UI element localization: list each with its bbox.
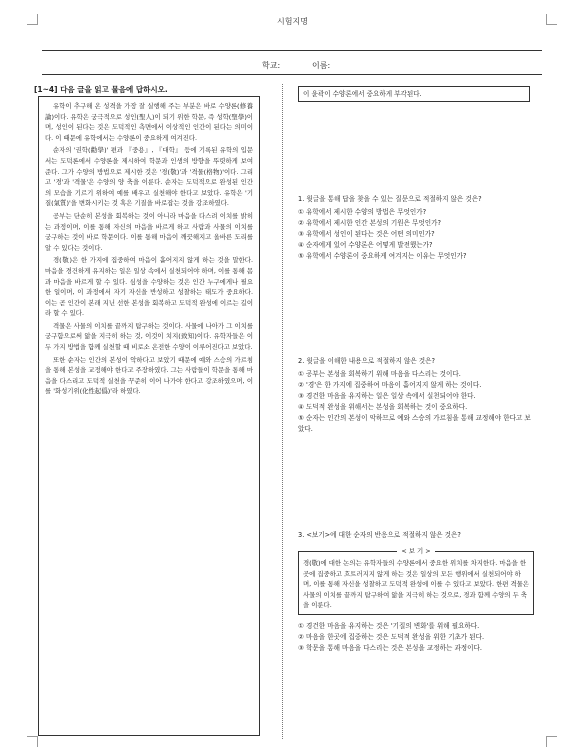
school-label: 학교: <box>262 61 281 70</box>
bogi-title: < 보 기 > <box>397 547 434 555</box>
crop-mark-bottom-right <box>546 736 557 747</box>
passage-paragraph: 유학이 추구해 온 성격을 가장 잘 실행해 주는 부분은 바로 수양론(修養論)이다. 유학은 궁극적으로 성인(聖人)이 되기 위한 학문, 즉 성학(聖學)이며, 성인이 된다는 것은 도덕적인 측면에서 이상적인 인간이 된다는 의미이다. 이 때문에 유학에서는 수양론이 중요하게 여겨진다. <box>45 102 253 142</box>
header-rule-top <box>42 50 542 51</box>
name-label: 이름: <box>312 61 331 70</box>
passage-paragraph: 순자의 '권학(勸學)' 편과 『중용』, 『대학』 등에 기록된 유학의 입문서는 도덕론에서 수양론을 제시하여 학문과 인생의 방향을 뚜렷하게 보여 준다. 그가 수양의 방법으로 제시한 것은 '경(敬)'과 '격물(格物)'이다. 그리고 '경'과 '격물'은 수양의 양 축을 이룬다. 순자는 도덕적으로 완성된 인간의 모습을 기르기 위하여 예를 배우고 실천해야 한다고 보았다. 유학은 '기질(氣質)'을 변화시키는 것 혹은 기질을 바로잡는 것을 강조하였다. <box>45 146 253 208</box>
crop-mark-bottom-left <box>27 736 38 747</box>
answer-option[interactable]: ② 마음을 한곳에 집중하는 것은 도덕적 완성을 위한 기초가 된다. <box>298 632 485 641</box>
question-3 <box>298 530 534 654</box>
passage-paragraph: 경(敬)은 한 가지에 집중하여 마음이 흩어지지 않게 하는 것을 말한다. 마음을 경건하게 유지하는 일은 일상 속에서 실천되어야 하며, 이를 통해 몸과 마음을 바르게 할 수 있다. 심성을 수양하는 것은 인간 누구에게나 필요한 일이며, 이 과정에서 자기 자신을 반성하고 성찰하는 태도가 중요하다. 이는 곧 인간이 본래 지닌 선한 본성을 회복하고 도덕적 완성에 이르는 길이라 할 수 있다. <box>45 256 253 318</box>
answer-option[interactable]: ④ 도덕적 완성을 위해서는 본성을 회복하는 것이 중요하다. <box>298 403 468 411</box>
passage-continuation-box: 이 윤곽이 수양론에서 중요하게 부각된다. <box>298 86 530 102</box>
answer-option[interactable]: ② '경'은 한 가지에 집중하여 마음이 흩어지지 않게 하는 것이다. <box>298 381 482 389</box>
answer-option[interactable]: ④ 순자에게 있어 수양론은 어떻게 발전했는가? <box>298 241 433 249</box>
passage-paragraph: 격물은 사물의 이치를 끝까지 탐구하는 것이다. 사물에 나아가 그 이치를 궁구함으로써 앎을 지극히 하는 것, 이것이 치지(致知)이다. 유학자들은 이 두 가지 방법을 함께 실천할 때 비로소 온전한 수양이 이루어진다고 보았다. <box>45 321 253 352</box>
answer-option[interactable]: ② 유학에서 제시한 인간 본성의 기원은 무엇인가? <box>298 219 442 227</box>
question-instructions: [1~4] 다음 글을 읽고 물음에 답하시오. <box>34 85 168 94</box>
question-stem: 3. <보기>에 대한 순자의 반응으로 적절하지 않은 것은? <box>298 531 461 539</box>
reading-passage <box>38 96 260 736</box>
answer-option[interactable]: ③ 학문을 통해 마음을 다스리는 것은 본성을 교정하는 과정이다. <box>298 643 483 652</box>
passage-paragraph: 공부는 단순히 본성을 회복하는 것이 아니라 마음을 다스려 이치를 밝히는 과정이며, 이를 통해 자신의 마음을 바르게 하고 사람과 사물의 이치를 궁구하는 것이 바로 학문이다. 이를 통해 마음이 깨끗해지고 올바른 도리를 알 수 있다는 것이다. <box>45 211 253 252</box>
question-stem: 2. 윗글을 이해한 내용으로 적절하지 않은 것은? <box>298 357 436 365</box>
answer-option[interactable]: ③ 유학에서 성인이 된다는 것은 어떤 의미인가? <box>298 230 435 238</box>
question-1 <box>298 194 534 262</box>
column-divider <box>282 84 283 739</box>
exam-title: 시험지명 <box>277 17 308 26</box>
answer-option[interactable]: ⑤ 순자는 인간의 본성이 악하므로 예와 스승의 가르침을 통해 교정해야 한다고 보았다. <box>298 414 531 433</box>
question-stem: 1. 윗글을 통해 답을 찾을 수 있는 질문으로 적절하지 않은 것은? <box>298 195 482 203</box>
answer-option[interactable]: ③ 경건한 마음을 유지하는 일은 일상 속에서 실천되어야 한다. <box>298 392 476 400</box>
answer-option[interactable]: ① 공부는 본성을 회복하기 위해 마음을 다스리는 것이다. <box>298 370 461 378</box>
bogi-text: 경(敬)에 대한 논의는 유학자들의 수양론에서 중요한 위치를 차지한다. 마음을 한곳에 집중하고 흐트러지지 않게 하는 것은 일상의 모든 행위에서 실천되어야 하며, 이를 통해 자신을 성찰하고 도덕적 완성에 이를 수 있다고 보았다. 한편 격물은 사물의 이치를 끝까지 탐구하여 앎을 지극히 하는 것으로, 경과 함께 수양의 두 축을 이룬다. <box>303 559 529 610</box>
answer-option[interactable]: ① 경건한 마음을 유지하는 것은 '기질의 변화'를 위해 필요하다. <box>298 621 480 630</box>
answer-option[interactable]: ① 유학에서 제시한 수양의 방법은 무엇인가? <box>298 208 427 216</box>
answer-option[interactable]: ⑤ 유학에서 수양론이 중요하게 여겨지는 이유는 무엇인가? <box>298 252 467 260</box>
passage-paragraph: 또한 순자는 인간의 본성이 악하다고 보았기 때문에 예와 스승의 가르침을 통해 본성을 교정해야 한다고 주장하였다. 그는 사람들이 학문을 통해 마음을 다스리고 도덕적 실천을 꾸준히 이어 나가야 한다고 강조하였으며, 이를 '화성기위(化性起僞)'라 하였다. <box>45 355 253 396</box>
question-2 <box>298 356 534 435</box>
header-rule-bottom <box>42 74 542 75</box>
bogi-box <box>298 547 534 615</box>
